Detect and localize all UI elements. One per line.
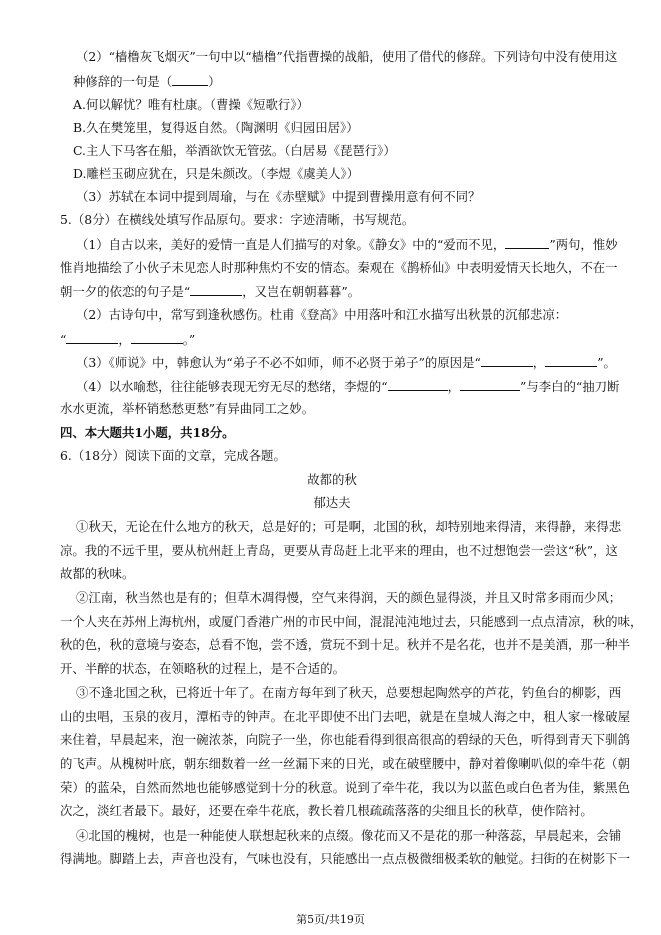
answer-blank	[505, 237, 549, 249]
q5-4-text-end: ”与李白的“抽刀断	[519, 379, 620, 394]
answer-blank	[460, 379, 520, 391]
article-title: 故都的秋	[307, 472, 357, 487]
paragraph-2-line-4: 开、半醉的状态，在领略秋的过程上，是不合适的。	[60, 661, 345, 676]
option-c: C.主人下马客在船，举酒欲饮无管弦。（白居易《琵琶行》）	[73, 143, 396, 158]
close-quote: 。”	[182, 332, 196, 347]
paragraph-1-line-3: 故都的秋味。	[60, 566, 135, 581]
q5-1-text-end: ”两句，惟妙	[549, 237, 618, 252]
question-5-4-line-1	[76, 379, 620, 394]
question-5-1-line-3	[60, 284, 604, 299]
comma: ，	[532, 355, 546, 370]
answer-blank	[190, 284, 242, 296]
paragraph-1-line-1: ①秋天，无论在什么地方的秋天，总是好的；可是啊，北国的秋，却特别地来得清，来得静，来得悲	[76, 519, 622, 534]
question-2-stem: 种修辞的一句是（	[73, 74, 173, 89]
close-quote: ”。	[597, 355, 616, 370]
question-3: （3）苏轼在本词中提到周瑜，与在《赤壁赋》中提到曹操用意有何不同？	[76, 189, 481, 204]
question-5-4-line-2: 水水更流，举杯销愁愁更愁”有异曲同工之妙。	[60, 401, 315, 416]
paragraph-1-line-2: 凉。我的不远千里，要从杭州赶上青岛，更要从青岛赶上北平来的理由，也不过想饱尝一尝这“秋”，这	[60, 543, 618, 558]
question-5-3	[76, 355, 616, 370]
option-b: B.久在樊笼里，复得返自然。（陶渊明《归园田居》）	[73, 120, 359, 135]
question-2-line-1: （2）“樯橹灰飞烟灭”一句中以“樯橹”代指曹操的战船，使用了借代的修辞。下列诗句中没有使用这	[76, 49, 618, 64]
option-a: A.何以解忧？唯有杜康。（曹操《短歌行》）	[73, 97, 309, 112]
paragraph-3-line-2: 山的虫唱，玉泉的夜月，潭柘寺的钟声。在北平即使不出门去吧，就是在皇城人海之中，租人家一椽破屋	[60, 709, 630, 724]
q5-1c-text: 朝一夕的依恋的句子是“	[60, 284, 191, 299]
question-5-2-line-2	[60, 332, 604, 347]
comma: ，	[447, 379, 460, 394]
answer-blank	[388, 379, 448, 391]
section-4-heading: 四、本大题共1小题，共18分。	[60, 425, 235, 440]
paragraph-3-line-4: 的飞声。从槐树叶底，朝东细数着一丝一丝漏下来的日光，或在破壁腰中，静对着像喇叭似的牵牛花（朝	[60, 756, 630, 771]
article-author: 郁达夫	[313, 495, 351, 510]
page-number: 第5页/共19页	[296, 913, 365, 926]
paragraph-3-line-6: 次之，淡红者最下。最好，还要在牵牛花底，教长着几根疏疏落落的尖细且长的秋草，使作陪衬。	[60, 803, 593, 818]
q5-1c-text-end: ，又岂在朝朝暮暮”。	[242, 284, 361, 299]
q5-1-text: （1）自古以来，美好的爱情一直是人们描写的对象。《静女》中的“爱而不见，	[76, 237, 506, 252]
answer-blank	[545, 355, 597, 367]
option-d: D.雕栏玉砌应犹在，只是朱颜改。（李煜《虞美人》）	[73, 166, 360, 181]
q5-4-text: （4）以水喻愁，往往能够表现无穷无尽的愁绪，李煜的“	[76, 379, 388, 394]
question-2-line-2	[73, 74, 604, 89]
q5-3-text: （3）《师说》中，韩愈认为“弟子不必不如师，师不必贤于弟子”的原因是“	[76, 355, 481, 370]
question-2-stem-close: ）	[208, 74, 221, 89]
paragraph-4-line-1: ④北国的槐树，也是一种能使人联想起秋来的点缀。像花而又不是花的那一种落蕊，早晨起来，会铺	[76, 828, 622, 843]
comma: ，	[118, 332, 131, 347]
question-6-header: 6.（18分）阅读下面的文章，完成各题。	[60, 448, 286, 463]
paragraph-3-line-1: ③不逢北国之秋，已将近十年了。在南方每年到了秋天，总要想起陶然亭的芦花，钓鱼台的柳影，西	[76, 685, 622, 700]
open-quote: “	[60, 332, 67, 347]
paragraph-3-line-3: 来住着，早晨起来，泡一碗浓茶，向院子一坐，你也能看得到很高很高的碧绿的天色，听得到青天下驯鸽	[60, 732, 630, 747]
answer-blank	[172, 74, 208, 86]
paragraph-3-line-5: 荣）的蓝朵，自然而然地也能够感觉到十分的秋意。说到了牵牛花，我以为以蓝色或白色者为佳，紫黑色	[60, 780, 630, 795]
question-5-1-line-2: 惟肖地描绘了小伙子未见恋人时那种焦灼不安的情态。秦观在《鹊桥仙》中表明爱情天长地久，不在一	[60, 260, 618, 275]
question-5-1-line-1	[76, 237, 618, 252]
question-5-2-line-1: （2）古诗句中，常写到逢秋感伤。杜甫《登高》中用落叶和江水描写出秋景的沉郁悲凉：	[76, 307, 568, 322]
answer-blank	[66, 332, 118, 344]
paragraph-2-line-1: ②江南，秋当然也是有的；但草木凋得慢，空气来得润，天的颜色显得淡，并且又时常多雨而少风；	[76, 590, 622, 605]
answer-blank	[481, 355, 533, 367]
paragraph-2-line-3: 秋的色，秋的意境与姿态，总看不饱，尝不透，赏玩不到十足。秋并不是名花，也并不是美酒，那一种半	[60, 637, 630, 652]
question-5-header: 5.（8分）在横线处填写作品原句。要求：字迹清晰，书写规范。	[60, 212, 415, 227]
answer-blank	[131, 332, 183, 344]
paragraph-4-line-2: 得满地。脚踏上去，声音也没有，气味也没有，只能感出一点点极微细极柔软的触觉。扫街的在树影下一	[60, 851, 630, 866]
paragraph-2-line-2: 一个人夹在苏州上海杭州，或厦门香港广州的市民中间，混混沌沌地过去，只能感到一点点清凉，秋的味，	[60, 614, 643, 629]
